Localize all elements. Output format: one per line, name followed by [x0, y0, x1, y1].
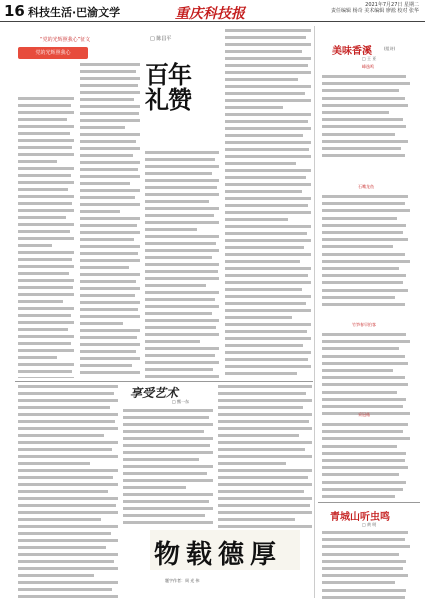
poem1-title: 美味香溪 [332, 46, 372, 57]
page-header [0, 0, 425, 22]
section-divider [15, 381, 313, 382]
date-line: 2021年7月27日 星期二 [365, 2, 419, 8]
poem5-title: 青城山听虫鸣 [330, 512, 390, 523]
article-body-col1 [18, 96, 74, 378]
column-divider [314, 26, 315, 598]
page-number: 16 [4, 2, 25, 20]
poem4-body [322, 422, 418, 501]
calligraphy-text: 物载德厚 [154, 540, 283, 570]
article-body-col2 [80, 62, 140, 378]
article-body-col4 [225, 28, 311, 378]
sidebar-divider [318, 502, 420, 503]
poem5-body [322, 530, 418, 602]
poetry-sidebar [316, 28, 422, 600]
article2-title: 享受艺术 [130, 386, 179, 400]
article2-byline: □ 熊一东 [172, 399, 190, 404]
article2-body-col3 [218, 384, 312, 528]
poem1-heading: 峰逸鸣 [362, 64, 374, 69]
article-kicker: “党的光辉照我心”征文 [40, 37, 91, 43]
poem2-heading: 石嘴龙鱼 [358, 184, 374, 189]
poem3-body [322, 332, 418, 418]
masthead: 重庆科技报 [175, 6, 245, 22]
editor-line: 责任编辑 杨奇 美术编辑 廖淞 校对 张华 [331, 8, 419, 14]
poem3-heading: 竹笋春早拍客 [352, 322, 376, 327]
calligraphy-caption: 题字作者：周 光 伟 [165, 578, 200, 583]
poem1-author: □ 王 亚 [362, 56, 377, 61]
campaign-banner-text: 党的光辉照我心 [35, 50, 71, 56]
date-block [331, 2, 419, 14]
article2-body-col1 [18, 384, 118, 598]
article-byline: □ 陈昌平 [150, 36, 172, 42]
poem5-author: □ 黄 明 [362, 522, 377, 527]
poem1-body [322, 74, 418, 160]
article-body-col3 [145, 150, 219, 378]
article-title: 百年礼赞 [145, 60, 191, 114]
poem1-subtitle: (组诗) [384, 46, 396, 51]
poem4-heading: 采冠菇 [358, 412, 370, 417]
calligraphy-image [150, 530, 300, 570]
section-title: 科技生活·巴渝文学 [28, 6, 121, 19]
poem2-body [322, 194, 418, 309]
campaign-banner [18, 47, 88, 59]
article2-body-col2 [123, 408, 213, 528]
